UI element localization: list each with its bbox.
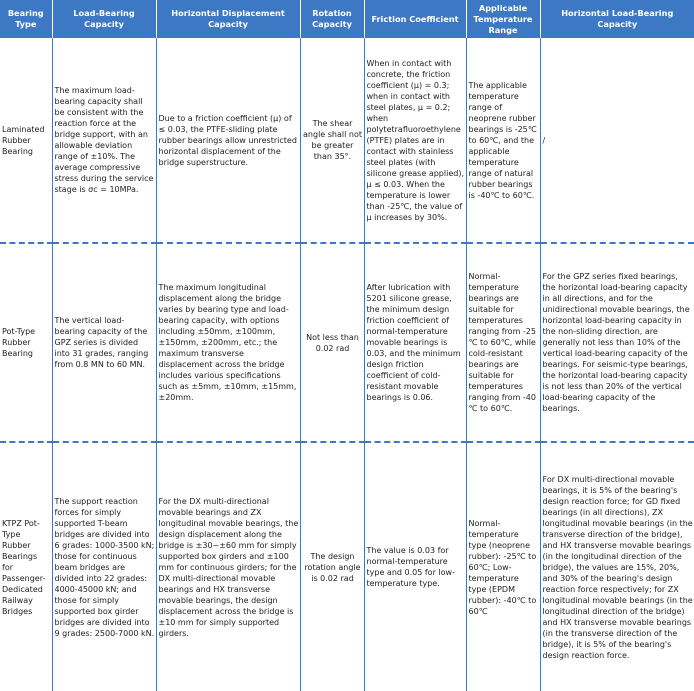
cell-bearing-type: KTPZ Pot-Type Rubber Bearings for Passenger-Dedicated Railway Bridges bbox=[2, 518, 46, 616]
header-horizontal-load-bearing-capacity: Horizontal Load-Bearing Capacity bbox=[540, 0, 694, 38]
header-rotation-capacity: Rotation Capacity bbox=[300, 0, 364, 38]
cell-load-bearing-capacity: The support reaction forces for simply supported T-beam bridges are divided into 6 grades: 1000-3500 kN; those for continuous beam bridges are divided into 22 grades: 4000-45000 kN; and those for simply supported box girder bridges are divided into 9 grades: 2500-7000 kN. bbox=[52, 442, 156, 691]
cell-temperature-range: Normal-temperature type (neoprene rubber): -25℃ to 60℃; Low-temperature type (EPDM rubber): -40℃ to 60℃ bbox=[466, 442, 540, 691]
header-row bbox=[0, 0, 694, 38]
cell-horizontal-displacement: For the DX multi-directional movable bearings and ZX longitudinal movable bearings, the design displacement along the bridge is ±30~±60 mm for simply supported box girders and ±100 mm for continuous girders; for the DX multi-directional movable bearings and HX transverse movable bearings, the design displacement across the bridge is ±10 mm for simply supported girders. bbox=[156, 442, 300, 691]
cell-load-bearing-capacity: The vertical load-bearing capacity of the GPZ series is divided into 31 grades, ranging from 0.8 MN to 60 MN. bbox=[52, 243, 156, 442]
table-row bbox=[0, 442, 694, 691]
table-body bbox=[0, 38, 694, 691]
cell-rotation-capacity: The design rotation angle is 0.02 rad bbox=[300, 442, 364, 691]
cell-load-bearing-capacity: The maximum load-bearing capacity shall be consistent with the reaction force at the bridge support, with an allowable deviation range of ±10%. The average compressive stress during the service stage is σc = 10MPa. bbox=[52, 38, 156, 243]
cell-friction-coefficient: The value is 0.03 for normal-temperature type and 0.05 for low-temperature type. bbox=[364, 442, 466, 691]
table-row bbox=[0, 38, 694, 243]
header-horizontal-displacement-capacity: Horizontal Displacement Capacity bbox=[156, 0, 300, 38]
cell-horizontal-load-bearing: / bbox=[540, 38, 694, 243]
cell-temperature-range: Normal-temperature bearings are suitable for temperatures ranging from -25 ℃ to 60℃, while cold-resistant bearings are suitable for temperatures ranging from -40 ℃ to 60℃. bbox=[466, 243, 540, 442]
cell-horizontal-displacement: The maximum longitudinal displacement along the bridge varies by bearing type and load-bearing capacity, with options including ±50mm, ±100mm, ±150mm, ±200mm, etc.; the maximum transverse displacement across the bridge includes various specifications such as ±5mm, ±10mm, ±15mm, ±20mm. bbox=[156, 243, 300, 442]
header-applicable-temperature-range: Applicable Temperature Range bbox=[466, 0, 540, 38]
cell-rotation-capacity: The shear angle shall not be greater than 35°. bbox=[300, 38, 364, 243]
cell-friction-coefficient: When in contact with concrete, the friction coefficient (μ) = 0.3; when in contact with steel plates, μ = 0.2; when polytetrafluoroethylene (PTFE) plates are in contact with stainless steel plates (with silicone grease applied), μ ≤ 0.03. When the temperature is lower than -25℃, the value of μ increases by 30%. bbox=[364, 38, 466, 243]
cell-rotation-capacity: Not less than 0.02 rad bbox=[300, 243, 364, 442]
header-load-bearing-capacity: Load-Bearing Capacity bbox=[52, 0, 156, 38]
table-row bbox=[0, 243, 694, 442]
cell-horizontal-load-bearing: For DX multi-directional movable bearings, it is 5% of the bearing's design reaction force; for GD fixed bearings (in all directions), ZX longitudinal movable bearings (in the transverse direction of the bridge), and HX transverse movable bearings (in the longitudinal direction of the bridge), the values are 15%, 20%, and 30% of the bearing's design reaction force respectively; for ZX longitudinal movable bearings (in the longitudinal direction of the bridge) and HX transverse movable bearings (in the transverse direction of the bridge), it is 5% of the bearing's design reaction force. bbox=[540, 442, 694, 691]
cell-temperature-range: The applicable temperature range of neoprene rubber bearings is -25℃ to 60℃, and the applicable temperature range of natural rubber bearings is -40℃ to 60℃. bbox=[466, 38, 540, 243]
cell-bearing-type: Laminated Rubber Bearing bbox=[0, 38, 52, 243]
header-bearing-type: Bearing Type bbox=[7, 8, 44, 29]
cell-horizontal-displacement: Due to a friction coefficient (μ) of ≤ 0.03, the PTFE-sliding plate rubber bearings allow unrestricted horizontal displacement of the bridge superstructure. bbox=[156, 38, 300, 243]
cell-bearing-type: Pot-Type Rubber Bearing bbox=[0, 243, 52, 442]
table-header bbox=[0, 0, 694, 38]
cell-friction-coefficient: After lubrication with 5201 silicone grease, the minimum design friction coefficient of normal-temperature movable bearings is 0.03, and the minimum design friction coefficient of cold-resistant movable bearings is 0.06. bbox=[364, 243, 466, 442]
cell-horizontal-load-bearing: For the GPZ series fixed bearings, the horizontal load-bearing capacity in all directions, and for the unidirectional movable bearings, the horizontal load-bearing capacity in the non-sliding direction, are generally not less than 10% of the vertical load-bearing capacity of the bearings. For seismic-type bearings, the horizontal load-bearing capacity is not less than 20% of the vertical load-bearing capacity of the bearings. bbox=[540, 243, 694, 442]
header-friction-coefficient: Friction Coefficient bbox=[364, 0, 466, 38]
